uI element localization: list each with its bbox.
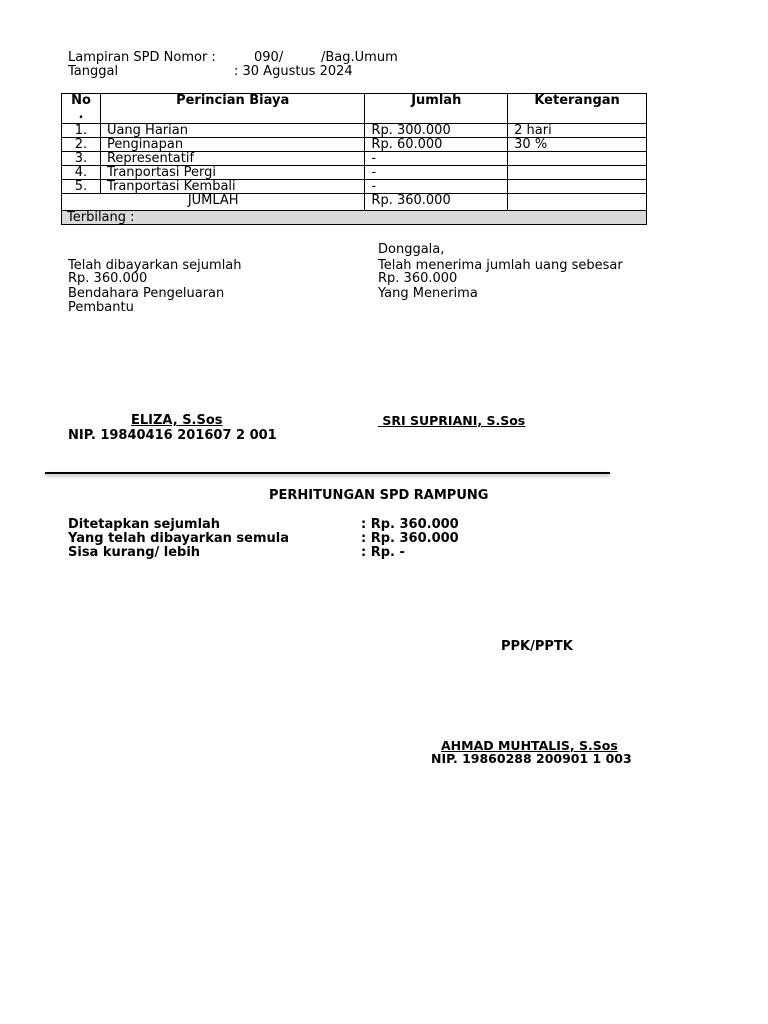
bendahara-name: ELIZA, S.Sos bbox=[131, 413, 223, 428]
row-keterangan: 2 hari bbox=[508, 124, 647, 138]
bendahara-nip: NIP. 19840416 201607 2 001 bbox=[68, 428, 277, 443]
rincian-biaya-table bbox=[61, 93, 647, 225]
bendahara-title: Bendahara Pengeluaran bbox=[68, 286, 225, 301]
row-keterangan bbox=[508, 152, 647, 166]
lampiran-nomor: 090/ bbox=[254, 50, 284, 65]
dibayarkan-amount: Rp. 360.000 bbox=[68, 271, 148, 286]
row-jumlah: Rp. 60.000 bbox=[365, 138, 508, 152]
rampung-label-1: Ditetapkan sejumlah bbox=[68, 517, 221, 532]
row-item: Uang Harian bbox=[100, 124, 364, 138]
terbilang-label: Terbilang : bbox=[62, 211, 647, 225]
header-jumlah: Jumlah bbox=[365, 94, 508, 124]
penerima-name bbox=[378, 413, 525, 428]
header-keterangan: Keterangan bbox=[508, 94, 647, 124]
table-row bbox=[62, 180, 647, 194]
place-label: Donggala, bbox=[378, 242, 445, 257]
ppk-name: AHMAD MUHTALIS, S.Sos bbox=[441, 738, 618, 753]
section-divider bbox=[45, 472, 610, 474]
header-perincian: Perincian Biaya bbox=[100, 94, 364, 124]
row-jumlah: - bbox=[365, 180, 508, 194]
total-label: JUMLAH bbox=[62, 194, 365, 211]
row-no: 2. bbox=[62, 138, 101, 152]
ppk-nip: NIP. 19860288 200901 1 003 bbox=[431, 751, 632, 766]
tanggal-value: : 30 Agustus 2024 bbox=[234, 64, 353, 79]
row-item: Penginapan bbox=[100, 138, 364, 152]
rampung-value-2: : Rp. 360.000 bbox=[361, 531, 459, 546]
header-no: No . bbox=[62, 94, 101, 124]
row-item: Tranportasi Kembali bbox=[100, 180, 364, 194]
table-row bbox=[62, 166, 647, 180]
row-keterangan bbox=[508, 180, 647, 194]
rampung-value-1: : Rp. 360.000 bbox=[361, 517, 459, 532]
lampiran-bagian: /Bag.Umum bbox=[321, 50, 398, 65]
tanggal-label: Tanggal bbox=[68, 64, 119, 79]
rampung-value-3: : Rp. - bbox=[361, 545, 405, 560]
menerima-amount: Rp. 360.000 bbox=[378, 271, 458, 286]
menerima-text: Telah menerima jumlah uang sebesar bbox=[378, 258, 623, 273]
row-item: Representatif bbox=[100, 152, 364, 166]
row-no: 3. bbox=[62, 152, 101, 166]
row-jumlah: Rp. 300.000 bbox=[365, 124, 508, 138]
row-no: 1. bbox=[62, 124, 101, 138]
row-keterangan: 30 % bbox=[508, 138, 647, 152]
rampung-title: PERHITUNGAN SPD RAMPUNG bbox=[269, 488, 489, 503]
row-keterangan bbox=[508, 166, 647, 180]
row-no: 4. bbox=[62, 166, 101, 180]
penerima-title: Yang Menerima bbox=[378, 286, 478, 301]
dibayarkan-text: Telah dibayarkan sejumlah bbox=[68, 258, 242, 273]
rampung-label-2: Yang telah dibayarkan semula bbox=[68, 531, 289, 546]
total-value: Rp. 360.000 bbox=[365, 194, 508, 211]
rampung-label-3: Sisa kurang/ lebih bbox=[68, 545, 201, 560]
bendahara-title-cont: Pembantu bbox=[68, 300, 134, 315]
penerima-name-text: SRI SUPRIANI, S.Sos bbox=[382, 413, 526, 428]
row-no: 5. bbox=[62, 180, 101, 194]
terbilang-row bbox=[62, 211, 647, 225]
lampiran-label: Lampiran SPD Nomor : bbox=[68, 50, 216, 65]
table-row bbox=[62, 124, 647, 138]
table-row bbox=[62, 138, 647, 152]
ppk-label: PPK/PPTK bbox=[501, 639, 573, 654]
row-jumlah: - bbox=[365, 152, 508, 166]
row-jumlah: - bbox=[365, 166, 508, 180]
row-item: Tranportasi Pergi bbox=[100, 166, 364, 180]
total-row bbox=[62, 194, 647, 211]
table-row bbox=[62, 152, 647, 166]
